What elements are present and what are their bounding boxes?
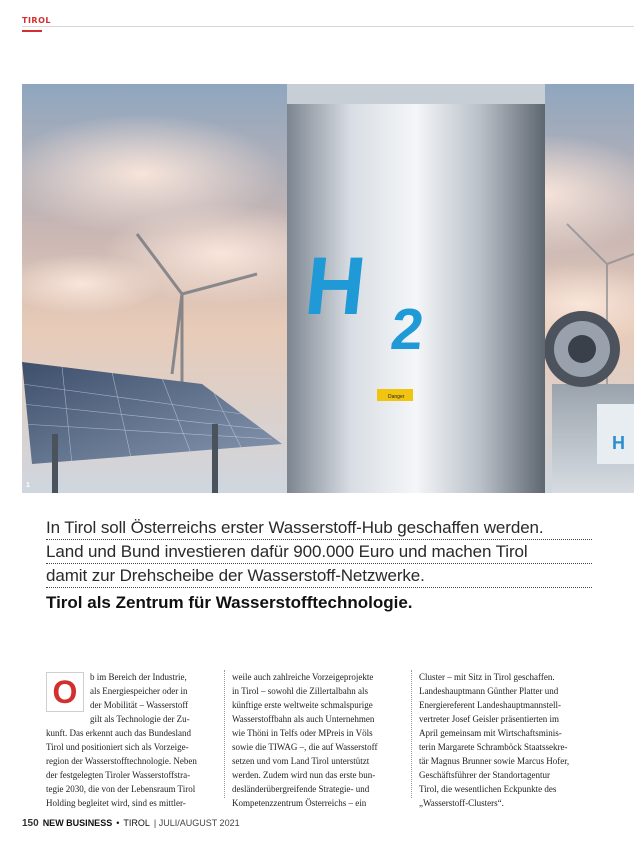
body-line: sowie die TIWAG –, die auf Wasserstoff <box>232 742 378 752</box>
intro-line: In Tirol soll Österreichs erster Wasserstoff-Hub geschaffen werden. <box>46 516 592 540</box>
body-line: Cluster – mit Sitz in Tirol geschaffen. <box>419 672 555 682</box>
body-line: künftige erste weltweite schmalspurige <box>232 700 373 710</box>
article-headline: Tirol als Zentrum für Wasserstofftechnologie. <box>46 593 413 612</box>
article-body <box>46 670 592 810</box>
page-number: 150 <box>22 818 39 829</box>
body-line: tegie 2030, die von der Lebensraum Tirol <box>46 784 196 794</box>
body-line: April gemeinsam mit Wirtschaftsminis- <box>419 728 562 738</box>
two-letter: 2 <box>387 297 427 362</box>
footer-region: TIROL <box>123 818 150 828</box>
body-line: Energiereferent Landeshauptmannstell- <box>419 700 562 710</box>
intro-line: Land und Bund investieren dafür 900.000 Euro und machen Tirol <box>46 540 592 564</box>
body-column-3 <box>419 670 592 810</box>
photo-number: 1 <box>26 482 30 489</box>
body-line: region der Wasserstofftechnologie. Neben <box>46 756 197 766</box>
body-line: der Mobilität – Wasserstoff <box>90 700 189 710</box>
body-line: desländerübergreifende Strategie- und <box>232 784 370 794</box>
magazine-brand: NEW BUSINESS <box>42 818 113 828</box>
intro-line: damit zur Drehscheibe der Wasserstoff-Netzwerke. <box>46 564 592 588</box>
body-line: der festgelegten Tiroler Wasserstoffstra- <box>46 770 191 780</box>
body-line: wie Thöni in Telfs oder MPreis in Völs <box>232 728 373 738</box>
body-column-1 <box>46 670 217 810</box>
small-h-letter: H <box>612 433 625 453</box>
intro-block <box>46 516 592 616</box>
section-tag: TIROL <box>22 16 51 25</box>
body-line: weile auch zahlreiche Vorzeigeprojekte <box>232 672 374 682</box>
body-line: Tirol, die wesentlichen Eckpunkte des <box>419 784 557 794</box>
dropcap-letter: O <box>52 674 78 710</box>
body-line: in Tirol – sowohl die Zillertalbahn als <box>232 686 368 696</box>
body-line: Wasserstoffbahn als auch Unternehmen <box>232 714 375 724</box>
body-line: vertreter Josef Geisler präsentierten im <box>419 714 559 724</box>
body-line: als Energiespeicher oder in <box>90 686 188 696</box>
body-line: setzen und vom Land Tirol unterstützt <box>232 756 370 766</box>
body-line: „Wasserstoff-Clusters“. <box>419 798 504 808</box>
body-line: Geschäftsführer der Standortagentur <box>419 770 550 780</box>
body-line: Tirol und positioniert sich als Vorzeige- <box>46 742 189 752</box>
footer-separator: • <box>116 818 120 828</box>
body-line: kunft. Das erkennt auch das Bundesland <box>46 728 191 738</box>
hydrogen-tank-illustration <box>22 84 634 493</box>
body-column-2 <box>232 670 404 810</box>
h-letter: H <box>300 241 370 332</box>
body-line: werden. Zudem wird nun das erste bun- <box>232 770 376 780</box>
page-footer <box>22 818 240 829</box>
body-line: tär Magnus Brunner sowie Marcus Hofer, <box>419 756 570 766</box>
body-line: gilt als Technologie der Zu- <box>90 714 190 724</box>
body-line: b im Bereich der Industrie, <box>90 672 187 682</box>
hero-photo <box>22 84 634 493</box>
body-line: Landeshauptmann Günther Platter und <box>419 686 559 696</box>
dropcap <box>46 672 84 712</box>
danger-sticker-text: Danger <box>388 394 405 400</box>
body-line: Kompetenzzentrum Österreichs – ein <box>232 798 367 808</box>
footer-issue: | JULI/AUGUST 2021 <box>153 818 240 828</box>
body-line: Holding begleitet wird, sind es mittler- <box>46 798 186 808</box>
header-rule <box>22 26 634 27</box>
body-line: terin Margarete Schramböck Staatssekre- <box>419 742 568 752</box>
section-tag-underline <box>22 30 42 32</box>
